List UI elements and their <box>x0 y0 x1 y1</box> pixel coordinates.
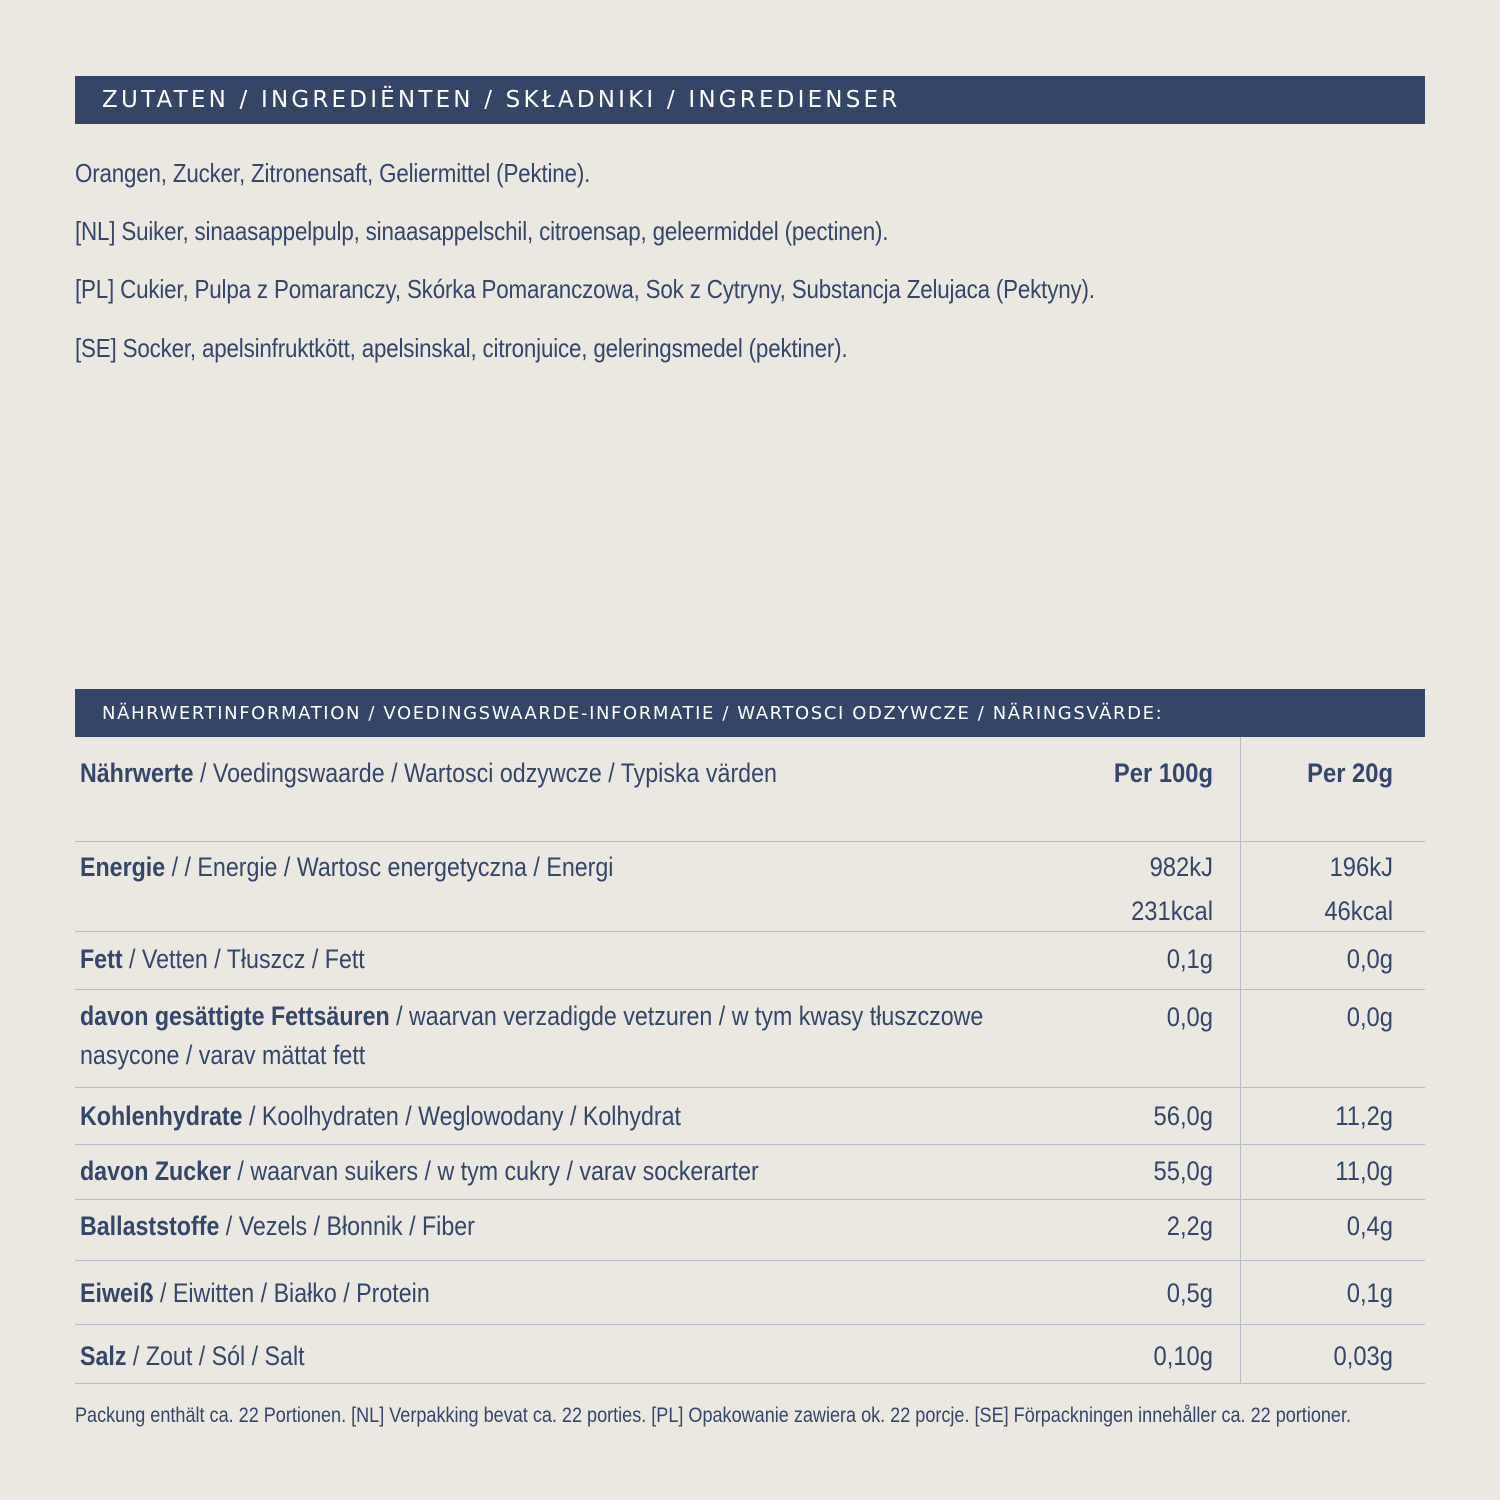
energy-kcal-20g: 46kcal <box>1324 896 1393 926</box>
row-label-bold: Salz <box>80 1341 127 1371</box>
table-row <box>75 1145 1425 1200</box>
row-label-bold: Energie <box>80 852 166 882</box>
row-label <box>80 997 1013 1075</box>
row-label-rest: / Vetten / Tłuszcz / Fett <box>122 944 365 974</box>
table-row <box>75 932 1425 990</box>
row-label-bold: Kohlenhydrate <box>80 1101 243 1131</box>
header-per-100g: Per 100g <box>1113 758 1213 788</box>
header-label <box>80 753 1009 793</box>
value-per-100g <box>1037 847 1213 931</box>
row-label <box>80 847 1009 887</box>
energy-kcal-100g: 231kcal <box>1131 896 1213 926</box>
value-per-100g: 56,0g <box>1153 1101 1213 1131</box>
table-row <box>75 1088 1425 1145</box>
row-label <box>80 1096 1009 1136</box>
energy-kj-100g: 982kJ <box>1149 852 1213 882</box>
row-label-rest: / waarvan suikers / w tym cukry / varav sockerarter <box>230 1156 759 1186</box>
row-label-rest: / Zout / Sól / Salt <box>126 1341 305 1371</box>
ingredients-pl: [PL] Cukier, Pulpa z Pomaranczy, Skórka Pomaranczowa, Sok z Cytryny, Substancja Zelujaca (Pektyny). <box>75 274 1095 304</box>
value-per-100g: 2,2g <box>1166 1211 1213 1241</box>
row-label <box>80 1336 1009 1376</box>
nutrition-table <box>75 737 1425 1384</box>
value-per-100g: 0,10g <box>1153 1341 1213 1371</box>
header-per-20g: Per 20g <box>1307 758 1393 788</box>
row-label-bold: davon Zucker <box>80 1156 231 1186</box>
value-per-20g: 11,2g <box>1335 1101 1393 1131</box>
value-per-20g: 0,03g <box>1333 1341 1393 1371</box>
row-label <box>80 1151 1009 1191</box>
row-label-rest: / / Energie / Wartosc energetyczna / Energi <box>165 852 614 882</box>
ingredients-de: Orangen, Zucker, Zitronensaft, Geliermittel (Pektine). <box>75 158 591 188</box>
value-per-20g: 0,0g <box>1346 1002 1393 1032</box>
row-label <box>80 1206 1009 1246</box>
row-label-rest: / Vezels / Błonnik / Fiber <box>219 1211 475 1241</box>
row-label-bold: Ballaststoffe <box>80 1211 220 1241</box>
ingredients-se: [SE] Socker, apelsinfruktkött, apelsinskal, citronjuice, geleringsmedel (pektiner). <box>75 333 848 363</box>
value-per-100g: 0,0g <box>1166 1002 1213 1032</box>
row-label <box>80 1273 1009 1313</box>
table-row <box>75 1261 1425 1325</box>
row-label-rest: / Eiwitten / Białko / Protein <box>153 1278 430 1308</box>
table-header-row <box>75 737 1425 842</box>
table-row <box>75 1325 1425 1384</box>
table-row <box>75 841 1425 932</box>
row-label-rest: / Koolhydraten / Weglowodany / Kolhydrat <box>242 1101 681 1131</box>
header-label-bold: Nährwerte <box>80 758 194 788</box>
ingredients-nl: [NL] Suiker, sinaasappelpulp, sinaasappelschil, citroensap, geleermiddel (pectinen). <box>75 216 889 246</box>
row-label-bold: Eiweiß <box>80 1278 154 1308</box>
value-per-20g: 0,4g <box>1346 1211 1393 1241</box>
energy-kj-20g: 196kJ <box>1329 852 1393 882</box>
value-per-20g: 0,1g <box>1346 1278 1393 1308</box>
table-row <box>75 1200 1425 1261</box>
value-per-100g: 0,5g <box>1166 1278 1213 1308</box>
value-per-20g: 11,0g <box>1335 1156 1393 1186</box>
table-row <box>75 990 1425 1088</box>
header-label-rest: / Voedingswaarde / Wartosci odzywcze / Typiska värden <box>193 758 777 788</box>
value-per-100g: 0,1g <box>1166 944 1213 974</box>
row-label <box>80 939 1009 979</box>
nutrition-heading: NÄHRWERTINFORMATION / VOEDINGSWAARDE-INFORMATIE / WARTOSCI ODZYWCZE / NÄRINGSVÄRDE: <box>75 689 1425 737</box>
value-per-20g <box>1217 847 1393 931</box>
row-label-bold: Fett <box>80 944 123 974</box>
ingredients-heading: ZUTATEN / INGREDIËNTEN / SKŁADNIKI / INGREDIENSER <box>75 76 1425 124</box>
row-label-rest: / waarvan verzadigde vetzuren / w tym kwasy tłuszczowe nasycone / varav mättat fett <box>80 1001 984 1070</box>
value-per-100g: 55,0g <box>1153 1156 1213 1186</box>
portions-footnote: Packung enthält ca. 22 Portionen. [NL] Verpakking bevat ca. 22 porties. [PL] Opakowanie zawiera ok. 22 porcje. [SE] Förpackningen innehåller ca. 22 portioner. <box>75 1404 1352 1427</box>
value-per-20g: 0,0g <box>1346 944 1393 974</box>
row-label-bold: davon gesättigte Fettsäuren <box>80 1001 390 1031</box>
